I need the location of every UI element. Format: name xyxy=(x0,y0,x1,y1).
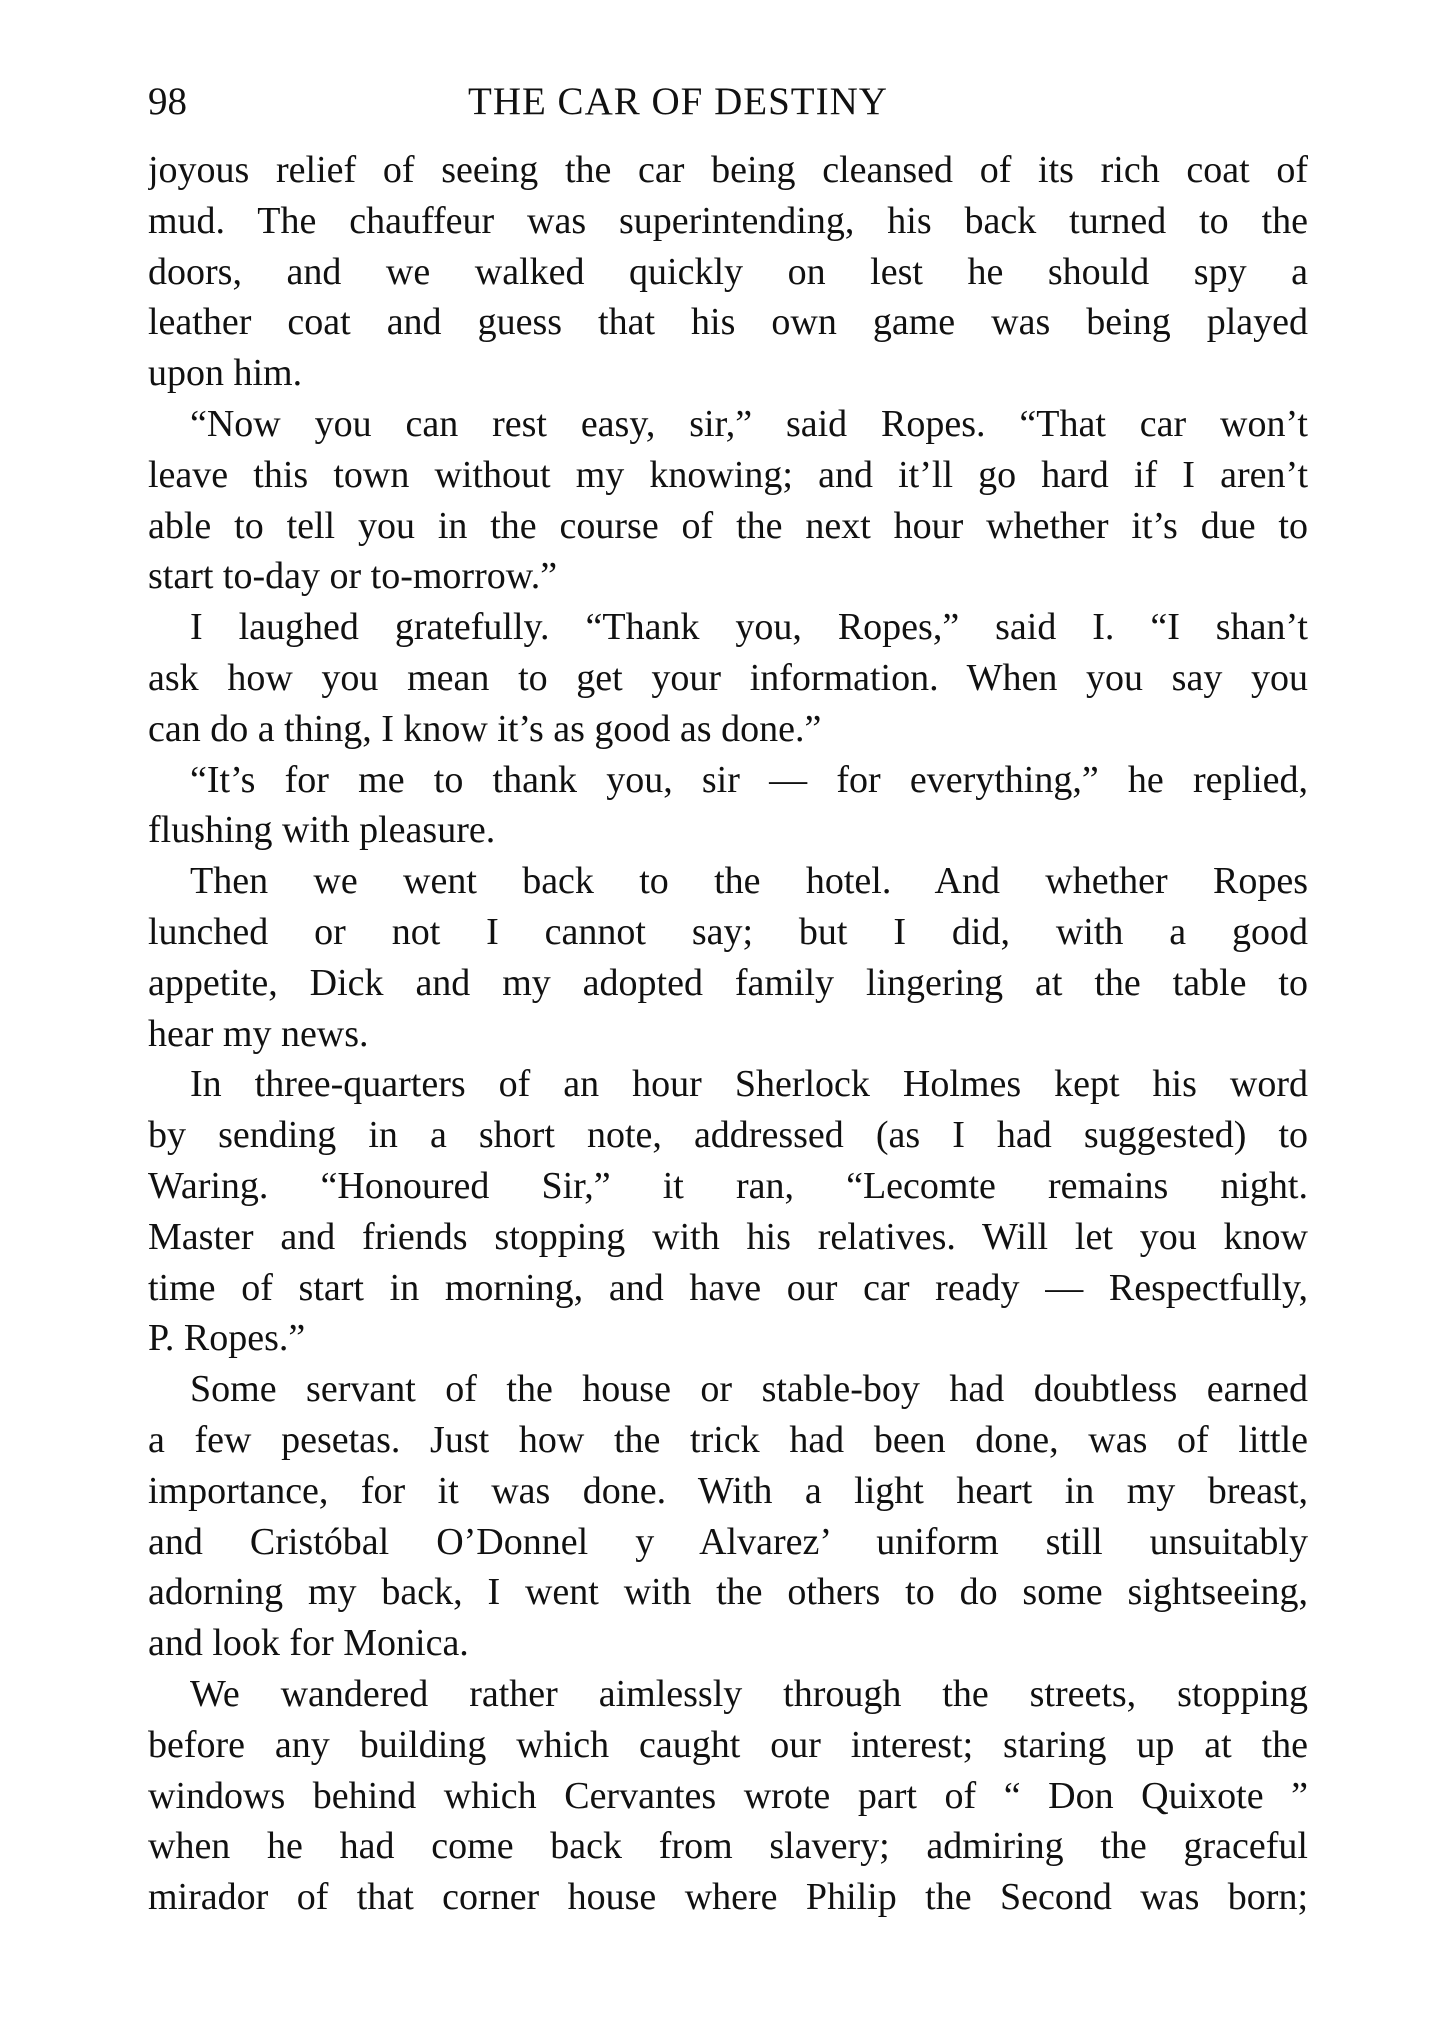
text-line: Master and friends stopping with his relatives. Will let you know xyxy=(148,1215,1308,1258)
text-line: Some servant of the house or stable-boy had doubtless earned xyxy=(190,1368,1308,1411)
text-line: In three-quarters of an hour Sherlock Holmes kept his word xyxy=(190,1063,1308,1106)
text-line: windows behind which Cervantes wrote part of “ Don Quixote ” xyxy=(148,1774,1308,1817)
text-line: “Now you can rest easy, sir,” said Ropes. “That car won’t xyxy=(190,402,1308,445)
text-line: joyous relief of seeing the car being cleansed of its rich coat of xyxy=(148,149,1308,191)
text-line: I laughed gratefully. “Thank you, Ropes,” said I. “I shan’t xyxy=(190,606,1308,649)
text-line: time of start in morning, and have our car ready — Respectfully, xyxy=(148,1266,1308,1309)
text-line: Then we went back to the hotel. And whether Ropes xyxy=(190,860,1308,903)
text-line: by sending in a short note, addressed (as I had suggested) to xyxy=(148,1114,1308,1157)
text-line: hear my news. xyxy=(148,1012,369,1055)
text-line: appetite, Dick and my adopted family lingering at the table to xyxy=(148,961,1308,1004)
text-line: doors, and we walked quickly on lest he should spy a xyxy=(148,250,1308,293)
text-line: before any building which caught our interest; staring up at the xyxy=(148,1723,1308,1766)
running-title: THE CAR OF DESTINY xyxy=(468,80,888,123)
text-line: Waring. “Honoured Sir,” it ran, “Lecomte remains night. xyxy=(148,1164,1308,1207)
text-line: a few pesetas. Just how the trick had been done, was of little xyxy=(148,1418,1308,1461)
text-line: flushing with pleasure. xyxy=(148,809,496,852)
text-line: importance, for it was done. With a light heart in my breast, xyxy=(148,1469,1308,1512)
text-line: upon him. xyxy=(148,352,303,395)
text-line: mud. The chauffeur was superintending, his back turned to the xyxy=(148,199,1308,242)
text-line: We wandered rather aimlessly through the streets, stopping xyxy=(190,1672,1308,1715)
page-number: 98 xyxy=(148,80,187,123)
text-line: “It’s for me to thank you, sir — for everything,” he replied, xyxy=(190,758,1308,801)
running-head xyxy=(148,72,1308,132)
text-line: and Cristóbal O’Donnel y Alvarez’ uniform still unsuitably xyxy=(148,1520,1308,1563)
text-line: leave this town without my knowing; and it’ll go hard if I aren’t xyxy=(148,453,1308,496)
text-line: start to-day or to-morrow.” xyxy=(148,555,558,598)
text-line: lunched or not I cannot say; but I did, with a good xyxy=(148,910,1308,953)
text-body xyxy=(148,145,1308,1923)
text-line: able to tell you in the course of the next hour whether it’s due to xyxy=(148,504,1308,547)
text-line: can do a thing, I know it’s as good as done.” xyxy=(148,707,822,750)
text-line: P. Ropes.” xyxy=(148,1317,306,1360)
text-line: leather coat and guess that his own game was being played xyxy=(148,301,1308,344)
text-line: when he had come back from slavery; admiring the graceful xyxy=(148,1825,1308,1868)
text-line: and look for Monica. xyxy=(148,1622,469,1665)
text-line: adorning my back, I went with the others to do some sightseeing, xyxy=(148,1571,1308,1614)
text-line: mirador of that corner house where Philip the Second was born; xyxy=(148,1876,1308,1919)
text-line: ask how you mean to get your information. When you say you xyxy=(148,656,1308,699)
